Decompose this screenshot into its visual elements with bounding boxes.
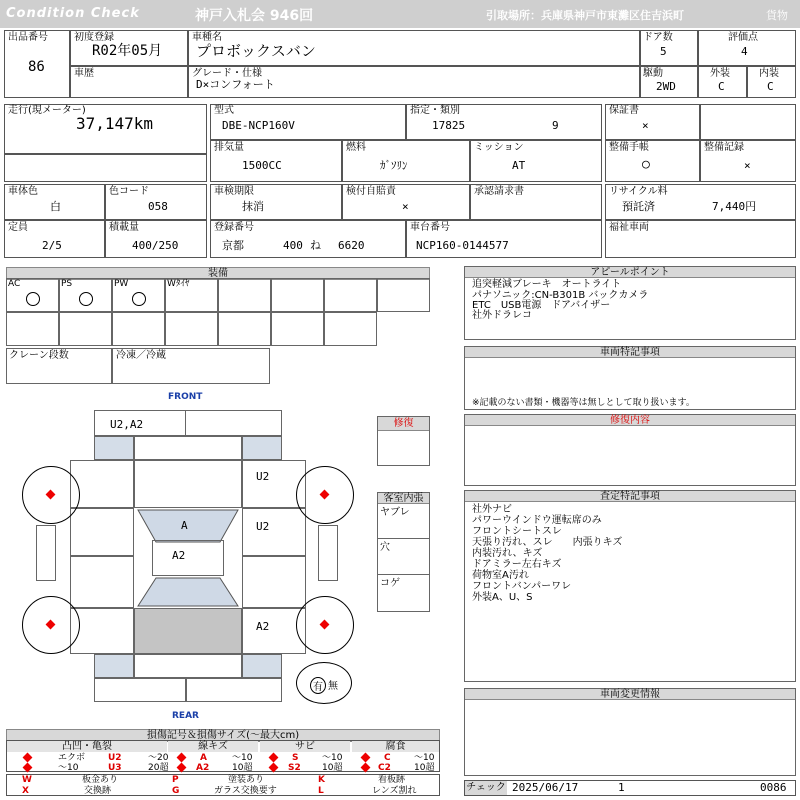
check-code: 0086 — [760, 781, 787, 794]
legend-scratch-a2-size: 10超 — [232, 763, 253, 773]
equip-ac-mark — [26, 292, 40, 306]
door-right-mark: U2 — [256, 520, 270, 533]
rear-window — [134, 576, 242, 608]
equip-pw-mark — [132, 292, 146, 306]
back-door — [134, 654, 242, 678]
hood-center — [134, 460, 242, 508]
fender-right-mark: U2 — [256, 470, 270, 483]
inspection-value: 抹消 — [242, 200, 264, 213]
check-date: 2025/06/17 — [512, 781, 579, 794]
legend-corrosion-c2-size: 10超 — [414, 763, 435, 773]
cabin-tear: ヤブレ — [380, 507, 410, 518]
equip-ps-mark — [79, 292, 93, 306]
front-label: FRONT — [168, 392, 203, 402]
equip-empty — [271, 312, 324, 346]
legend-dent-name: エクボ — [58, 753, 86, 763]
inspection-notes-title: 査定特記事項 — [465, 491, 795, 502]
score-label: 評価点 — [728, 32, 758, 43]
liability-value: × — [402, 200, 409, 213]
repair-title: 修復 — [378, 417, 429, 431]
cabin-divider — [377, 574, 430, 575]
mirror-left — [36, 525, 56, 581]
equip-pw-label: PW — [114, 279, 129, 289]
legend-group-scratch: 線キズ — [168, 741, 258, 752]
spare-no: 無 — [328, 681, 338, 692]
headlight-left — [94, 436, 134, 460]
equip-empty — [6, 312, 59, 346]
legend-l: L — [318, 786, 324, 796]
fridge-label: 冷凍／冷蔵 — [116, 350, 166, 361]
app-title: Condition Check — [6, 6, 140, 21]
first-reg-value: R02年05月 — [92, 43, 163, 59]
mission-value: AT — [512, 159, 526, 172]
ext-value: C — [718, 80, 725, 93]
recycle-label: リサイクル料 — [609, 186, 668, 197]
mirror-right — [318, 525, 338, 581]
manual-value: ○ — [642, 157, 650, 172]
doors-value: 5 — [660, 45, 667, 58]
lot-number: 86 — [28, 59, 45, 75]
mileage-label: 走行(現メーター) — [8, 105, 86, 116]
pickup-location: 引取場所：兵庫県神戸市東灘区住吉浜町 — [486, 9, 684, 22]
equip-empty — [324, 312, 377, 346]
car-name-label: 車種名 — [192, 32, 222, 43]
equip-empty — [324, 278, 377, 312]
mission-label: ミッション — [474, 142, 524, 153]
legend-g: G — [172, 786, 180, 796]
liability-label: 検付自賠責 — [346, 186, 396, 197]
legend-dent-u3: U3 — [108, 763, 122, 773]
mileage-value: 37,147km — [76, 114, 154, 133]
legend-dent-u2-size: 〜20 — [148, 753, 169, 763]
taillight-right — [242, 654, 282, 678]
color-code-value: 058 — [148, 200, 168, 213]
designation-value: 17825 — [432, 119, 466, 132]
note-line-6: ドアミラー左右キズ — [472, 559, 562, 570]
grade-value: D×コンフォート — [196, 78, 275, 91]
note-line-4: 天張り汚れ、スレ 内張りキズ — [472, 537, 623, 548]
note-line-5: 内装汚れ、キズ — [472, 548, 543, 559]
roof — [152, 540, 224, 576]
plate-pref: 京都 — [222, 239, 244, 252]
cargo-area — [134, 608, 242, 654]
note-line-3: フロントシートスレ — [472, 526, 562, 537]
load-value: 400/250 — [132, 239, 179, 252]
displacement-label: 排気量 — [214, 142, 244, 153]
cabin-hole: 穴 — [380, 542, 390, 553]
appeal-line-4: 社外ドラレコ — [472, 310, 532, 321]
legend-rust-s2: S2 — [288, 763, 301, 773]
legend-rust-s2-size: 10超 — [322, 763, 343, 773]
inspection-label: 車検期限 — [214, 186, 254, 197]
equip-empty — [218, 278, 271, 312]
capacity-label: 定員 — [8, 222, 28, 233]
ext-label: 外装 — [710, 68, 730, 79]
service-label: 整備記録 — [704, 142, 744, 153]
warranty-label: 保証書 — [609, 105, 639, 116]
equip-ps-label: PS — [61, 279, 73, 289]
legend-group-rust: サビ — [260, 741, 350, 752]
drive-value: 2WD — [656, 80, 676, 93]
legend-title: 損傷記号＆損傷サイズ(〜最大cm) — [6, 729, 440, 742]
manual-label: 整備手帳 — [609, 142, 649, 153]
grade-label: グレード・仕様 — [192, 68, 262, 79]
legend-l-text: レンズ割れ — [372, 786, 417, 796]
legend-group-dent: 凸凹・亀裂 — [7, 741, 167, 752]
legend-x: X — [22, 786, 29, 796]
door-left-rear — [70, 556, 134, 608]
color-value: 白 — [50, 200, 61, 213]
special-note: ※記載のない書類・機器等は無しとして取り扱います。 — [472, 398, 695, 408]
legend-rust-s: S — [292, 753, 299, 763]
equip-empty — [271, 278, 324, 312]
door-right-front — [242, 508, 306, 556]
legend-scratch-a-size: 〜10 — [232, 753, 253, 763]
drive-label: 駆動 — [643, 68, 663, 79]
repair-box — [377, 416, 430, 466]
capacity-value: 2/5 — [42, 239, 62, 252]
roof-mark: A — [181, 519, 188, 532]
legend-w: W — [22, 775, 32, 785]
legend-dent-u3-size: 20超 — [148, 763, 169, 773]
welfare-label: 福祉車両 — [609, 222, 649, 233]
fender-left-front — [70, 460, 134, 508]
repair-detail-section — [464, 414, 796, 486]
model-label: 型式 — [214, 105, 234, 116]
plate-number: 6620 — [338, 239, 365, 252]
appeal-line-3: ETC USB電源 ドアバイザー — [472, 300, 611, 311]
equip-wtire-label: Wﾀｲﾔ — [167, 279, 190, 289]
roof-rear-mark: A2 — [172, 549, 186, 562]
door-left-front — [70, 508, 134, 556]
chassis-label: 車台番号 — [410, 222, 450, 233]
auction-title: 神戸入札会 946回 — [195, 8, 314, 24]
int-value: C — [767, 80, 774, 93]
legend-dent-u2: U2 — [108, 753, 122, 763]
history-label: 車歴 — [74, 68, 94, 79]
equipment-title: 装備 — [6, 267, 430, 280]
designation-label: 指定・類別 — [410, 105, 460, 116]
legend-corrosion-c2: C2 — [378, 763, 391, 773]
equip-empty — [165, 312, 218, 346]
legend-g-text: ガラス交換要す — [214, 786, 277, 796]
hood — [134, 436, 242, 460]
legend-k-text: 看板跡 — [378, 775, 406, 785]
note-line-1: 社外ナビ — [472, 504, 512, 515]
note-line-2: パワーウインドウ運転席のみ — [472, 515, 602, 526]
special-title: 車両特記事項 — [465, 347, 795, 358]
windshield — [134, 508, 242, 544]
recycle-fee: 7,440円 — [712, 200, 757, 213]
equip-empty — [59, 312, 112, 346]
repair-detail-title: 修復内容 — [465, 415, 795, 426]
first-reg-label: 初度登録 — [74, 32, 114, 43]
fuel-value: ｶﾞｿﾘﾝ — [380, 159, 408, 172]
bumper-rear-right — [186, 678, 282, 702]
check-count: 1 — [618, 781, 625, 794]
legend-scratch-a2: A2 — [196, 763, 210, 773]
car-name-value: プロボックスバン — [196, 42, 316, 60]
change-section — [464, 688, 796, 776]
equip-empty — [112, 312, 165, 346]
legend-p-text: 塗装あり — [228, 775, 265, 785]
appeal-line-2: パナソニック:CN-B301B バックカメラ — [472, 290, 649, 301]
displacement-value: 1500CC — [242, 159, 282, 172]
color-label: 車体色 — [8, 186, 38, 197]
door-right-rear — [242, 556, 306, 608]
spare-yes: 有 — [310, 677, 326, 694]
taillight-left — [94, 654, 134, 678]
plate-kana: ね — [310, 239, 321, 252]
legend-group-corrosion: 腐食 — [352, 741, 439, 752]
warranty-value: × — [642, 119, 649, 132]
appeal-title: アピールポイント — [465, 267, 795, 278]
recycle-status: 預託済 — [622, 200, 655, 213]
front-bumper-mark: U2,A2 — [110, 418, 144, 431]
category-no-value: 9 — [552, 119, 559, 132]
legend-x-text: 交換跡 — [84, 786, 112, 796]
rear-label: REAR — [172, 711, 199, 721]
color-code-label: 色コード — [109, 186, 149, 197]
plate-class: 400 — [283, 239, 303, 252]
equip-empty — [377, 278, 430, 312]
cabin-divider — [377, 538, 430, 539]
warranty-box2 — [700, 104, 796, 140]
load-label: 積載量 — [109, 222, 139, 233]
quarter-left — [70, 608, 134, 654]
legend-corrosion-c-size: 〜10 — [414, 753, 435, 763]
note-line-9: 外装A、U、S — [472, 592, 533, 603]
note-line-7: 荷物室A汚れ — [472, 570, 529, 581]
equip-empty — [218, 312, 271, 346]
check-label: チェック — [466, 782, 506, 793]
lot-label: 出品番号 — [8, 32, 48, 43]
approval-label: 承認請求書 — [474, 186, 524, 197]
model-value: DBE-NCP160V — [222, 119, 295, 132]
crane-label: クレーン段数 — [9, 350, 69, 361]
vehicle-category: 貨物 — [766, 9, 788, 22]
legend-rust-s-size: 〜10 — [322, 753, 343, 763]
chassis-value: NCP160-0144577 — [416, 239, 509, 252]
legend-w-text: 板金あり — [82, 775, 119, 785]
appeal-line-1: 追突軽減ブレーキ オートライト — [472, 279, 622, 290]
bumper-rear — [94, 678, 186, 702]
cabin-burn: コゲ — [380, 578, 400, 589]
note-line-8: フロントバンパーワレ — [472, 581, 572, 592]
service-value: × — [744, 159, 751, 172]
plate-label: 登録番号 — [214, 222, 254, 233]
quarter-right-mark: A2 — [256, 620, 270, 633]
legend-scratch-a: A — [200, 753, 207, 763]
legend-k: K — [318, 775, 325, 785]
equip-ac-label: AC — [8, 279, 21, 289]
doors-label: ドア数 — [643, 32, 673, 43]
legend-corrosion-c: C — [384, 753, 391, 763]
legend-p: P — [172, 775, 179, 785]
int-label: 内装 — [759, 68, 779, 79]
headlight-right — [242, 436, 282, 460]
legend-dent-u-size: 〜10 — [58, 763, 79, 773]
fuel-label: 燃料 — [346, 142, 366, 153]
mileage-box2 — [4, 154, 207, 182]
change-title: 車両変更情報 — [465, 689, 795, 700]
score-value: 4 — [741, 45, 748, 58]
cabin-title: 客室内張 — [378, 493, 429, 504]
